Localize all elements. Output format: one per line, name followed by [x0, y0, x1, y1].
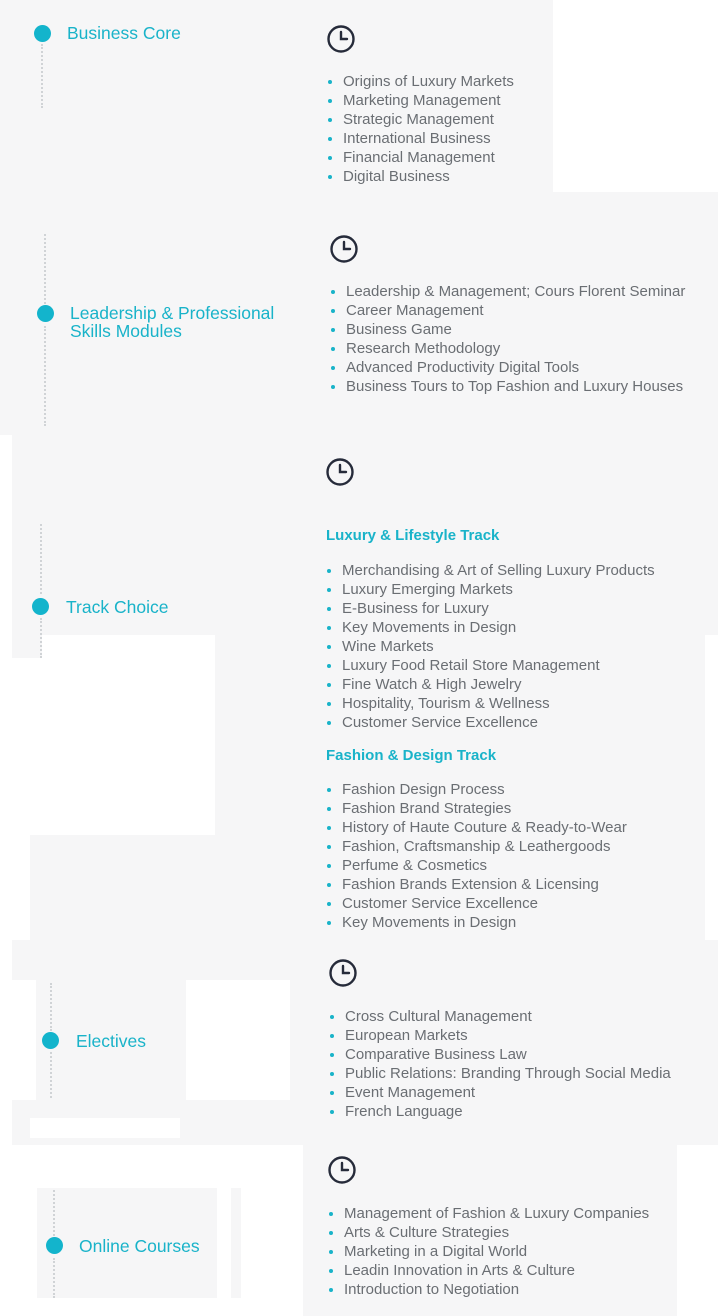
list-item: Business Tours to Top Fashion and Luxury Houses	[330, 377, 685, 396]
timeline-dot	[37, 305, 54, 322]
list-item: International Business	[327, 129, 514, 148]
track-title-fashion: Fashion & Design Track	[326, 747, 497, 764]
section-3-panel-left	[12, 635, 42, 658]
list-item: Business Game	[330, 320, 685, 339]
list-item: Research Methodology	[330, 339, 685, 358]
list-item: Fashion Brands Extension & Licensing	[326, 875, 627, 894]
timeline-line	[44, 234, 46, 304]
list-item: Fashion Design Process	[326, 780, 627, 799]
section-title-line-1: Leadership & Professional	[70, 303, 275, 323]
section-title: Electives	[76, 1031, 147, 1051]
list-item: Customer Service Excellence	[326, 894, 627, 913]
list-item: Marketing in a Digital World	[328, 1242, 649, 1261]
timeline-dot	[34, 25, 51, 42]
course-list-luxury	[326, 561, 655, 732]
list-item: Career Management	[330, 301, 685, 320]
timeline-line	[41, 44, 43, 108]
list-item: Comparative Business Law	[329, 1045, 671, 1064]
timeline-line	[40, 524, 42, 594]
section-4-panel-left	[12, 940, 290, 980]
clock-icon	[326, 24, 356, 54]
list-item: Public Relations: Branding Through Social Media	[329, 1064, 671, 1083]
section-title: Track Choice	[66, 597, 169, 617]
section-title: Business Core	[67, 23, 181, 43]
timeline-dot	[32, 598, 49, 615]
course-list	[330, 282, 685, 396]
clock-icon	[327, 1155, 357, 1185]
list-item: Event Management	[329, 1083, 671, 1102]
list-item: Financial Management	[327, 148, 514, 167]
list-item: Leadership & Management; Cours Florent Seminar	[330, 282, 685, 301]
list-item: Luxury Food Retail Store Management	[326, 656, 655, 675]
list-item: Wine Markets	[326, 637, 655, 656]
timeline-dot	[42, 1032, 59, 1049]
list-item: Origins of Luxury Markets	[327, 72, 514, 91]
list-item: French Language	[329, 1102, 671, 1121]
course-list	[328, 1204, 649, 1299]
list-item: Hospitality, Tourism & Wellness	[326, 694, 655, 713]
list-item: Cross Cultural Management	[329, 1007, 671, 1026]
list-item: Arts & Culture Strategies	[328, 1223, 649, 1242]
list-item: Luxury Emerging Markets	[326, 580, 655, 599]
timeline-line	[53, 1190, 55, 1236]
list-item: Leadin Innovation in Arts & Culture	[328, 1261, 649, 1280]
list-item: Perfume & Cosmetics	[326, 856, 627, 875]
list-item: Merchandising & Art of Selling Luxury Products	[326, 561, 655, 580]
white-gap-4	[30, 1118, 180, 1138]
course-list	[327, 72, 514, 186]
clock-icon	[325, 457, 355, 487]
course-list	[329, 1007, 671, 1121]
list-item: History of Haute Couture & Ready-to-Wear	[326, 818, 627, 837]
list-item: Customer Service Excellence	[326, 713, 655, 732]
clock-icon	[329, 234, 359, 264]
section-title	[70, 304, 274, 340]
timeline-line	[50, 983, 52, 1031]
list-item: European Markets	[329, 1026, 671, 1045]
list-item: Marketing Management	[327, 91, 514, 110]
section-5-side-strip	[231, 1188, 241, 1298]
list-item: Advanced Productivity Digital Tools	[330, 358, 685, 377]
clock-icon	[328, 958, 358, 988]
list-item: Fashion, Craftsmanship & Leathergoods	[326, 837, 627, 856]
timeline-line	[53, 1258, 55, 1298]
list-item: Management of Fashion & Luxury Companies	[328, 1204, 649, 1223]
list-item: Key Movements in Design	[326, 618, 655, 637]
course-list-fashion	[326, 780, 627, 932]
timeline-line	[50, 1052, 52, 1098]
timeline-line	[40, 618, 42, 658]
list-item: E-Business for Luxury	[326, 599, 655, 618]
timeline-line	[44, 326, 46, 426]
section-title-line-2: Skills Modules	[70, 321, 182, 341]
timeline-dot	[46, 1237, 63, 1254]
list-item: Digital Business	[327, 167, 514, 186]
list-item: Fashion Brand Strategies	[326, 799, 627, 818]
track-title-luxury: Luxury & Lifestyle Track	[326, 527, 500, 544]
list-item: Introduction to Negotiation	[328, 1280, 649, 1299]
section-title: Online Courses	[79, 1236, 200, 1256]
list-item: Strategic Management	[327, 110, 514, 129]
list-item: Fine Watch & High Jewelry	[326, 675, 655, 694]
list-item: Key Movements in Design	[326, 913, 627, 932]
